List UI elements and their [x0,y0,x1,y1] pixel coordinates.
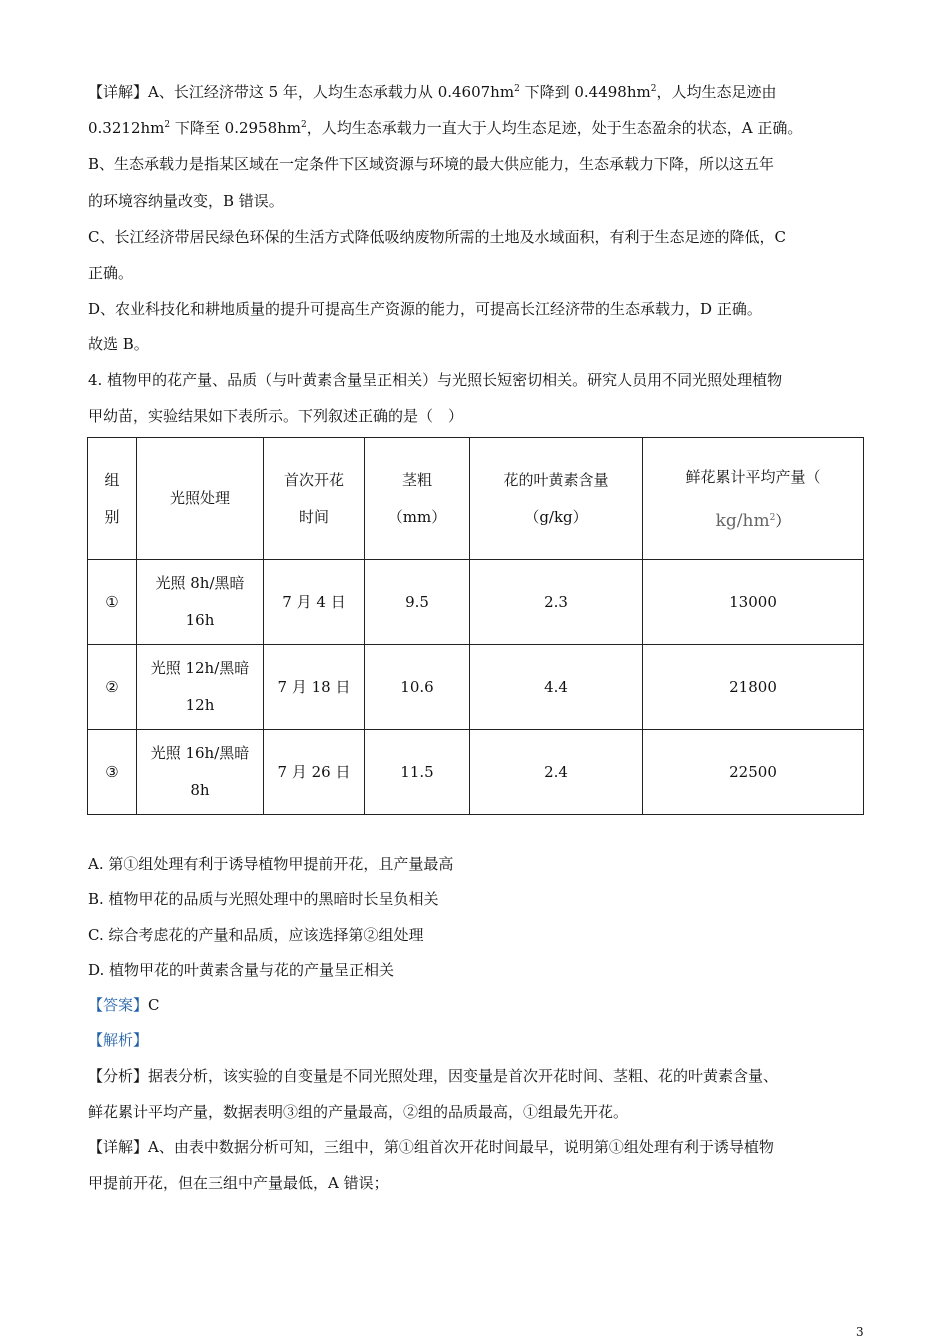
option-d: D. 植物甲花的叶黄素含量与花的产量呈正相关 [88,961,395,979]
option-b: B. 植物甲花的品质与光照处理中的黑暗时长呈负相关 [88,890,439,908]
detail-q4-line-1: 【详解】A、由表中数据分析可知，三组中，第①组首次开花时间最早，说明第①组处理有利于诱导植物 [88,1138,774,1156]
question-4-line-1: 4. 植物甲的花产量、品质（与叶黄素含量呈正相关）与光照长短密切相关。研究人员用不同光照处理植物 [88,371,783,389]
detail-b-line-2: 的环境容纳量改变，B 错误。 [88,192,284,210]
detail-c-line-1: C、长江经济带居民绿色环保的生活方式降低吸纳废物所需的土地及水域面积，有利于生态足迹的降低，C [88,228,786,246]
option-c: C. 综合考虑花的产量和品质，应该选择第②组处理 [88,926,424,944]
detail-q4-line-2: 甲提前开花，但在三组中产量最低，A 错误； [88,1174,389,1192]
detail-label: 【详解】 [88,83,149,101]
answer [88,995,160,1015]
table-row: ③ 光照 16h/黑暗 8h 7 月 26 日 11.5 2.4 22500 [88,730,864,815]
table-header-row [88,438,864,560]
detail-q4-label: 【详解】 [88,1138,149,1156]
answer-value: C [148,996,160,1014]
table-row: ② 光照 12h/黑暗 12h 7 月 18 日 10.6 4.4 21800 [88,645,864,730]
detail-b-line-1: B、生态承载力是指某区域在一定条件下区域资源与环境的最大供应能力，生态承载力下降，所以这五年 [88,155,775,173]
analysis-line-2: 鲜花累计平均产量，数据表明③组的产量最高，②组的品质最高，①组最先开花。 [88,1103,629,1121]
experiment-table [87,437,864,815]
page-number: 3 [856,1325,864,1339]
header-first-flowering: 首次开花 时间 [264,438,365,560]
detail-a-line-2: $0.3212hm^2$ 下降至 $0.2958hm^2$，人均生态承载力一直大于人均生态足迹，处于生态盈余的状态，A 正确。 [88,119,803,137]
question-4-line-2: 甲幼苗，实验结果如下表所示。下列叙述正确的是（ ） [88,407,464,425]
header-light-treatment: 光照处理 [137,438,264,560]
header-group: 组 别 [88,438,137,560]
table-row: ① 光照 8h/黑暗 16h 7 月 4 日 9.5 2.3 13000 [88,560,864,645]
answer-label: 【答案】 [88,996,149,1014]
analysis-label: 【解析】 [88,1031,149,1049]
header-lutein-content: 花的叶黄素含量 （g/kg） [470,438,643,560]
conclusion: 故选 B。 [88,335,149,353]
detail-c-line-2: 正确。 [88,264,134,282]
analysis-sub-label: 【分析】 [88,1067,149,1085]
header-flower-yield: 鲜花累计平均产量（ $kg/hm^2$） [643,438,864,560]
detail-a-line-1: 【详解】A、长江经济带这 5 年，人均生态承载力从 $0.4607hm^2$ 下降到 $0.4498hm^2$，人均生态足迹由 [88,83,777,101]
header-stem-diameter: 茎粗 （mm） [365,438,470,560]
detail-d-line: D、农业科技化和耕地质量的提升可提高生产资源的能力，可提高长江经济带的生态承载力，D 正确。 [88,300,762,318]
analysis-line-1: 【分析】据表分析，该实验的自变量是不同光照处理，因变量是首次开花时间、茎粗、花的叶黄素含量、 [88,1067,779,1085]
option-a: A. 第①组处理有利于诱导植物甲提前开花，且产量最高 [88,855,454,873]
